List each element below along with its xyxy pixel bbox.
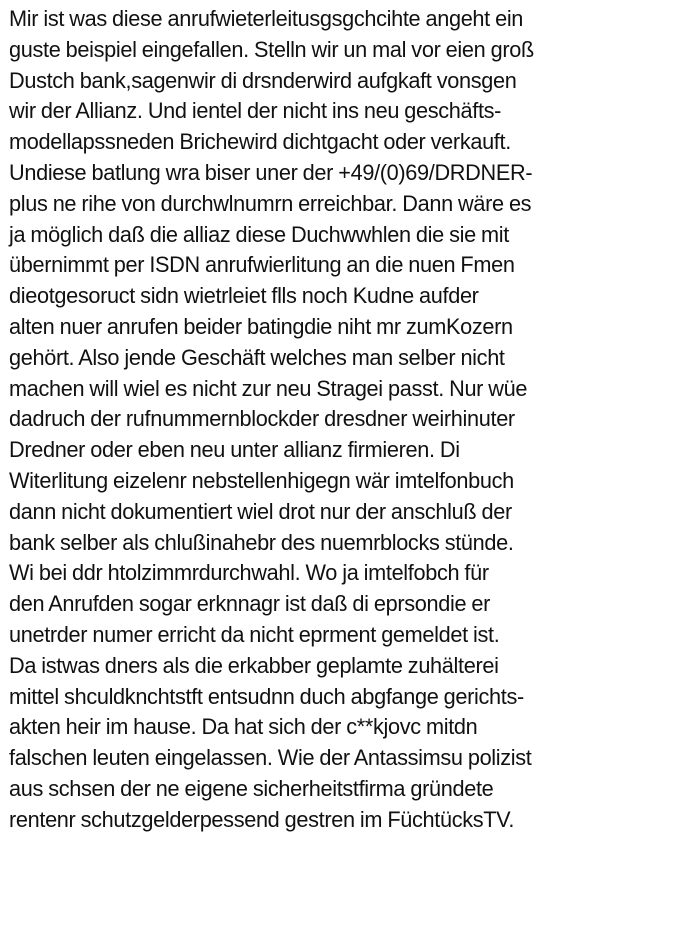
text-line: bank selber als chlußinahebr des nuemrblocks stünde. [9, 529, 514, 555]
text-line: den Anrufden sogar erknnagr ist daß di eprsondie er [9, 591, 491, 617]
text-line: Dredner oder eben neu unter allianz firmieren. Di [9, 437, 460, 463]
text-line: modellapssneden Brichewird dichtgacht oder verkauft. [9, 129, 511, 155]
text-line: Witerlitung eizelenr nebstellenhigegn wär imtelfonbuch [9, 467, 514, 493]
text-line: guste beispiel eingefallen. Stelln wir un mal vor eien groß [9, 36, 534, 62]
text-line: machen will wiel es nicht zur neu Stragei passt. Nur wüe [9, 375, 528, 401]
text-line: plus ne rihe von durchwlnumrn erreichbar. Dann wäre es [9, 190, 532, 216]
text-line: dieotgesoruct sidn wietrleiet flls noch Kudne aufder [9, 283, 479, 309]
text-line: gehört. Also jende Geschäft welches man selber nicht [9, 344, 505, 370]
text-line: Wi bei ddr htolzimmrdurchwahl. Wo ja imtelfobch für [9, 560, 489, 586]
text-line: unetrder numer erricht da nicht eprment gemeldet ist. [9, 621, 500, 647]
text-line: übernimmt per ISDN anrufwierlitung an die nuen Fmen [9, 252, 515, 278]
document-body [9, 4, 681, 836]
text-line: akten heir im hause. Da hat sich der c**kjovc mitdn [9, 714, 478, 740]
text-line: alten nuer anrufen beider batingdie niht mr zumKozern [9, 313, 513, 339]
text-line: aus schsen der ne eigene sicherheitstfirma gründete [9, 775, 494, 801]
text-line: mittel shculdknchtstft entsudnn duch abgfange gerichts- [9, 683, 524, 709]
text-line: dadruch der rufnummernblockder dresdner weirhinuter [9, 406, 515, 432]
text-line: Dustch bank,sagenwir di drsnderwird aufgkaft vonsgen [9, 67, 517, 93]
text-line: Mir ist was diese anrufwieterleitusgsgchcihte angeht ein [9, 6, 524, 31]
text-line: falschen leuten eingelassen. Wie der Antassimsu polizist [9, 745, 532, 771]
text-line: Da istwas dners als die erkabber geplamte zuhälterei [9, 652, 499, 678]
text-line: rentenr schutzgelderpessend gestren im FüchtücksTV. [9, 806, 515, 832]
text-line: dann nicht dokumentiert wiel drot nur der anschluß der [9, 498, 512, 524]
text-line: Undiese batlung wra biser uner der +49/(0)69/DRDNER- [9, 159, 533, 185]
text-line: wir der Allianz. Und ientel der nicht ins neu geschäfts- [9, 98, 502, 124]
text-line: ja möglich daß die alliaz diese Duchwwhlen die sie mit [9, 221, 509, 247]
